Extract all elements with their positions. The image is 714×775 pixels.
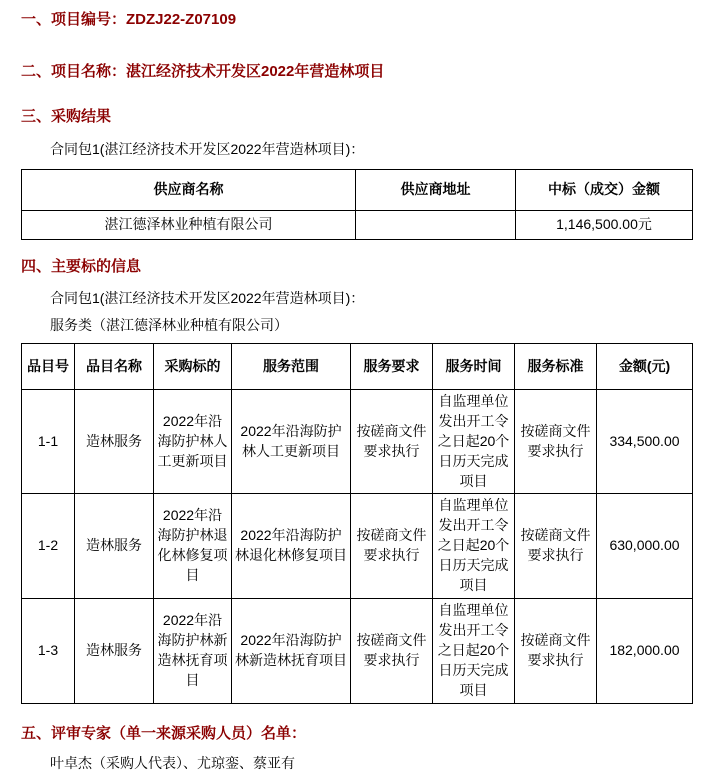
subject-cell-procurement-subject: 2022年沿海防护林人工更新项目	[154, 390, 232, 494]
subject-table-header-row	[22, 344, 693, 390]
section-heading-main-subject-info: 四、主要标的信息	[21, 258, 142, 275]
subject-header-service-requirement: 服务要求	[351, 344, 433, 390]
subject-header-item-no: 品目号	[22, 344, 75, 390]
result-header-award-amount: 中标（成交）金额	[516, 170, 693, 211]
subject-category-line: 服务类（湛江德泽林业种植有限公司）	[50, 317, 288, 333]
section-heading-experts-list: 五、评审专家（单一来源采购人员）名单：	[21, 724, 307, 742]
subject-cell-item-name: 造林服务	[75, 494, 154, 598]
subject-header-service-standard: 服务标准	[515, 344, 597, 390]
subject-cell-service-time: 自监理单位发出开工令之日起20个日历天完成项目	[433, 598, 515, 703]
result-cell-supplier-name: 湛江德泽林业种植有限公司	[22, 211, 356, 240]
subject-cell-amount: 182,000.00	[597, 598, 693, 703]
result-cell-supplier-address	[356, 211, 516, 240]
subject-cell-service-requirement: 按磋商文件要求执行	[351, 494, 433, 598]
subject-cell-item-name: 造林服务	[75, 390, 154, 494]
subject-table-row	[22, 494, 693, 598]
subject-cell-procurement-subject: 2022年沿海防护林退化林修复项目	[154, 494, 232, 598]
subject-cell-procurement-subject: 2022年沿海防护林新造林抚育项目	[154, 598, 232, 703]
result-package-line: 合同包1(湛江经济技术开发区2022年营造林项目)：	[50, 141, 365, 157]
subject-table-row	[22, 390, 693, 494]
section-heading-procurement-result: 三、采购结果	[21, 108, 112, 125]
result-cell-award-amount: 1,146,500.00元	[516, 211, 693, 240]
subject-header-item-name: 品目名称	[75, 344, 154, 390]
subject-package-line: 合同包1(湛江经济技术开发区2022年营造林项目)：	[50, 290, 365, 306]
experts-names-line: 叶卓杰（采购人代表）、尤琼銮、蔡亚有	[50, 754, 295, 771]
subject-cell-service-standard: 按磋商文件要求执行	[515, 598, 597, 703]
subject-cell-service-standard: 按磋商文件要求执行	[515, 494, 597, 598]
subject-header-service-scope: 服务范围	[232, 344, 351, 390]
subject-cell-service-standard: 按磋商文件要求执行	[515, 390, 597, 494]
subject-header-procurement-subject: 采购标的	[154, 344, 232, 390]
subject-header-service-time: 服务时间	[433, 344, 515, 390]
result-header-supplier-name: 供应商名称	[22, 170, 356, 211]
subject-cell-service-scope: 2022年沿海防护林人工更新项目	[232, 390, 351, 494]
subject-cell-amount: 630,000.00	[597, 494, 693, 598]
result-header-supplier-address: 供应商地址	[356, 170, 516, 211]
procurement-result-table	[21, 169, 693, 240]
result-table-row	[22, 211, 693, 240]
subject-cell-service-scope: 2022年沿海防护林退化林修复项目	[232, 494, 351, 598]
subject-cell-item-no: 1-1	[22, 390, 75, 494]
section-heading-project-number: 一、项目编号：ZDZJ22-Z07109	[21, 11, 237, 28]
subject-cell-service-requirement: 按磋商文件要求执行	[351, 598, 433, 703]
subject-cell-service-time: 自监理单位发出开工令之日起20个日历天完成项目	[433, 390, 515, 494]
subject-cell-service-time: 自监理单位发出开工令之日起20个日历天完成项目	[433, 494, 515, 598]
section-heading-project-name: 二、项目名称：湛江经济技术开发区2022年营造林项目	[21, 63, 385, 80]
subject-cell-item-no: 1-2	[22, 494, 75, 598]
subject-cell-item-no: 1-3	[22, 598, 75, 703]
result-table-header-row	[22, 170, 693, 211]
subject-header-amount: 金额(元)	[597, 344, 693, 390]
subject-table-row	[22, 598, 693, 703]
subject-cell-amount: 334,500.00	[597, 390, 693, 494]
subject-cell-service-requirement: 按磋商文件要求执行	[351, 390, 433, 494]
subject-cell-item-name: 造林服务	[75, 598, 154, 703]
subject-detail-table	[21, 343, 693, 704]
subject-cell-service-scope: 2022年沿海防护林新造林抚育项目	[232, 598, 351, 703]
